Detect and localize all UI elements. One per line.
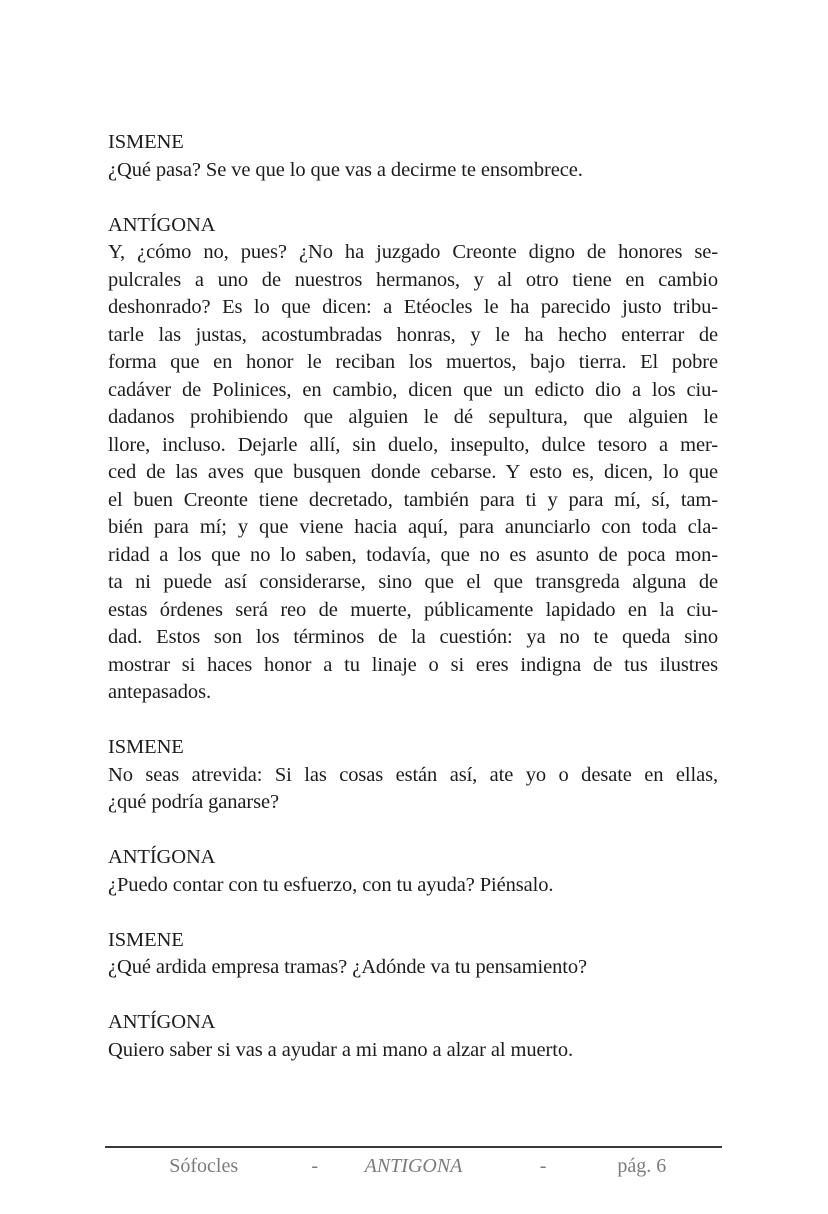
dialogue-line: Y, ¿cómo no, pues? ¿No ha juzgado Creonte digno de honores se- <box>108 241 718 263</box>
speaker-heading: ISMENE <box>108 736 184 758</box>
dialogue-line: antepasados. <box>108 681 211 703</box>
dialogue-line: llore, incluso. Dejarle allí, sin duelo, insepulto, dulce tesoro a mer- <box>108 433 718 456</box>
dialogue-line: mostrar si haces honor a tu linaje o si eres indigna de tus ilustres <box>108 653 718 676</box>
dialogue-line: ridad a los que no lo saben, todavía, que no es asunto de poca mon- <box>108 543 718 566</box>
dialogue-line: Quiero saber si vas a ayudar a mi mano a alzar al muerto. <box>108 1038 574 1061</box>
dialogue-line: ta ni puede así considerarse, sino que el que transgreda alguna de <box>108 571 718 593</box>
footer-author: Sófocles <box>169 1155 239 1177</box>
footer-separator-1: - <box>311 1155 319 1177</box>
speaker-heading: ISMENE <box>108 131 184 153</box>
speech-block-antigona-3 <box>108 1009 718 1064</box>
footer-row <box>105 1148 722 1180</box>
dialogue-line: ¿qué podría ganarse? <box>108 791 280 813</box>
footer-separator-2: - <box>539 1155 547 1177</box>
dialogue-line: bién para mí; y que viene hacia aquí, para anunciarlo con toda cla- <box>108 516 718 538</box>
dialogue-line: deshonrado? Es lo que dicen: a Etéocles le ha parecido justo tribu- <box>108 296 718 318</box>
speaker-heading: ISMENE <box>108 928 184 951</box>
page-footer <box>105 1146 722 1180</box>
dialogue-line: ¿Qué pasa? Se ve que lo que vas a decirme te ensombrece. <box>108 158 583 181</box>
speech-block-antigona-1 <box>108 212 718 707</box>
dialogue-line: estas órdenes será reo de muerte, públicamente lapidado en la ciu- <box>108 598 718 621</box>
speaker-heading: ANTÍGONA <box>108 846 216 868</box>
footer-page-number: pág. 6 <box>617 1155 667 1177</box>
dialogue-content <box>108 129 718 1092</box>
dialogue-line: tarle las justas, acostumbradas honras, y le ha hecho enterrar de <box>108 323 718 346</box>
dialogue-line: dad. Estos son los términos de la cuestión: ya no te queda sino <box>108 626 718 648</box>
speech-block-antigona-2 <box>108 844 718 899</box>
dialogue-line: ¿Puedo contar con tu esfuerzo, con tu ayuda? Piénsalo. <box>108 873 554 896</box>
dialogue-line: pulcrales a uno de nuestros hermanos, y al otro tiene en cambio <box>108 268 718 291</box>
dialogue-line: dadanos prohibiendo que alguien le dé sepultura, que alguien le <box>108 406 718 428</box>
speech-block-ismene-1 <box>108 129 718 184</box>
dialogue-line: ¿Qué ardida empresa tramas? ¿Adónde va tu pensamiento? <box>108 956 587 978</box>
speaker-heading: ANTÍGONA <box>108 213 216 236</box>
speaker-heading: ANTÍGONA <box>108 1011 216 1033</box>
footer-book-title: ANTIGONA <box>364 1155 463 1177</box>
speech-block-ismene-3 <box>108 927 718 982</box>
dialogue-line: cadáver de Polinices, en cambio, dicen que un edicto dio a los ciu- <box>108 378 718 401</box>
dialogue-line: No seas atrevida: Si las cosas están así, ate yo o desate en ellas, <box>108 763 718 786</box>
dialogue-line: forma que en honor le reciban los muertos, bajo tierra. El pobre <box>108 351 718 373</box>
dialogue-line: ced de las aves que busquen donde cebarse. Y esto es, dicen, lo que <box>108 461 718 483</box>
dialogue-line: el buen Creonte tiene decretado, también para ti y para mí, sí, tam- <box>108 488 718 511</box>
speech-block-ismene-2 <box>108 734 718 817</box>
